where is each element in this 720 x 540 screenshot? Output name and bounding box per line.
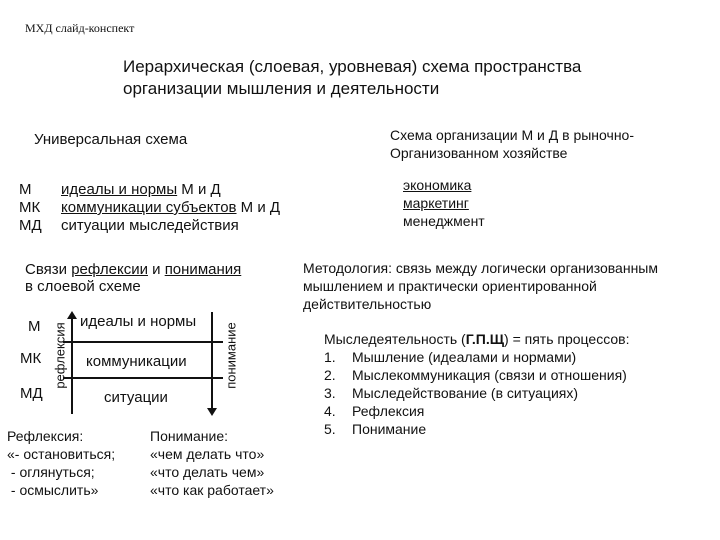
row-suffix: М и Д	[177, 181, 221, 198]
list-item: 4. Рефлексия	[324, 403, 425, 419]
level: МК	[19, 199, 41, 216]
level-label: МК	[20, 350, 42, 367]
understanding-block: Понимание: «чем делать что» «что делать чем» «что как работает»	[150, 428, 274, 498]
left-axis-label: рефлексия	[52, 322, 68, 389]
market-heading: Схема организации М и Д в рыночно- Организованном хозяйстве	[390, 127, 634, 161]
level: М	[19, 181, 32, 198]
universal-row	[19, 198, 280, 217]
slide-title-line1: Иерархическая (слоевая, уровневая) схема пространства	[123, 57, 582, 76]
layer-cell: коммуникации	[86, 353, 187, 370]
row-text: ситуации мыследействия	[61, 217, 239, 234]
row-text: коммуникации субъектов	[61, 199, 237, 216]
universal-heading: Универсальная схема	[34, 131, 188, 148]
links-subheading: в слоевой схеме	[25, 278, 141, 295]
row-text: идеалы и нормы	[61, 181, 178, 198]
links-heading: Связи рефлексии и понимания	[25, 261, 242, 278]
slide-header: МХД слайд-конспект	[25, 21, 135, 35]
list-item: 3. Мыследействование (в ситуациях)	[324, 385, 579, 401]
methodology-text: Методология: связь между логически организованным мышлением и практически ориентированной действительностью	[303, 260, 658, 312]
layer-cell: идеалы и нормы	[80, 313, 197, 330]
list-item: 5. Понимание	[324, 421, 427, 437]
reflexion-arrow-line	[71, 318, 73, 414]
md-process-list	[324, 348, 629, 438]
row-suffix: М и Д	[236, 199, 281, 216]
market-list: экономика маркетинг менеджмент	[403, 177, 485, 229]
reflexion-block: Рефлексия: «- остановиться; - оглянуться; - осмыслить»	[7, 428, 116, 498]
understanding-arrow-line	[211, 312, 213, 410]
level-label: М	[28, 318, 41, 335]
universal-row	[19, 180, 221, 199]
layer-divider	[63, 377, 223, 379]
arrow-up-icon	[67, 311, 77, 319]
arrow-down-icon	[207, 408, 217, 416]
list-item: 2. Мыслекоммуникация (связи и отношения)	[324, 367, 627, 383]
slide-title-line2: организации мышления и деятельности	[123, 79, 440, 98]
list-item: 1. Мышление (идеалами и нормами)	[324, 349, 577, 365]
md-heading: Мыследеятельность (Г.П.Щ) = пять процессов:	[324, 331, 630, 347]
level: МД	[19, 217, 42, 234]
layer-divider	[63, 341, 223, 343]
layer-cell: ситуации	[104, 389, 168, 406]
md-block	[324, 330, 629, 438]
universal-row	[19, 216, 239, 235]
right-axis-label: понимание	[223, 322, 239, 389]
level-label: МД	[20, 385, 43, 402]
